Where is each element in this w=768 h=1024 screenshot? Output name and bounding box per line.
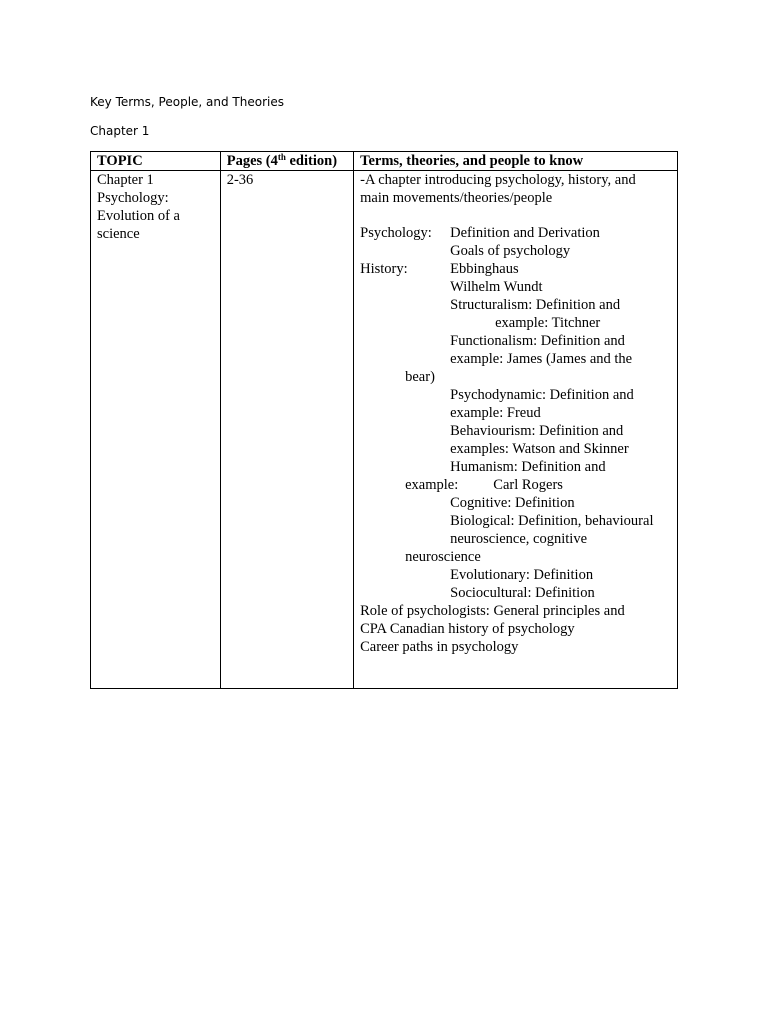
biological-line: Biological: Definition, behavioural	[450, 513, 654, 529]
cpa-line: CPA Canadian history of psychology	[360, 621, 575, 637]
topic-line: Evolution of a	[97, 208, 180, 224]
functionalism-line: Functionalism: Definition and	[450, 333, 625, 349]
topic-line: Chapter 1	[97, 172, 154, 188]
biological-line: neuroscience, cognitive	[450, 531, 588, 547]
sociocultural-line: Sociocultural: Definition	[450, 585, 595, 601]
psychology-goals: Goals of psychology	[450, 243, 571, 259]
psychology-label: Psychology:	[360, 225, 432, 241]
structuralism-line: Structuralism: Definition and	[450, 297, 621, 313]
table-header-row	[91, 152, 678, 171]
topic-cell	[91, 171, 221, 689]
pages-value: 2-36	[226, 172, 254, 188]
role-line: Role of psychologists: General principles and	[360, 603, 625, 619]
evolutionary-line: Evolutionary: Definition	[450, 567, 594, 583]
chapter-heading: Chapter 1	[90, 124, 150, 138]
spacer	[360, 207, 671, 224]
intro-line: -A chapter introducing psychology, history, and	[360, 172, 636, 188]
humanism-example: Carl Rogers	[493, 477, 563, 493]
history-line	[360, 260, 671, 278]
psychodynamic-line: Psychodynamic: Definition and	[450, 387, 634, 403]
humanism-example-label: example:	[405, 477, 459, 493]
humanism-line	[360, 476, 671, 494]
ebbinghaus: Ebbinghaus	[450, 261, 519, 277]
document-title: Key Terms, People, and Theories	[90, 95, 284, 109]
intro-line: main movements/theories/people	[360, 190, 553, 206]
cognitive-line: Cognitive: Definition	[450, 495, 575, 511]
psychodynamic-line: example: Freud	[450, 405, 541, 421]
humanism-line: Humanism: Definition and	[450, 459, 606, 475]
history-label: History:	[360, 261, 408, 277]
careers-line: Career paths in psychology	[360, 639, 519, 655]
behaviourism-line: examples: Watson and Skinner	[450, 441, 629, 457]
structuralism-line: example: Titchner	[495, 315, 601, 331]
behaviourism-line: Behaviourism: Definition and	[450, 423, 624, 439]
header-pages: Pages (4th edition)	[220, 152, 353, 171]
topic-line: science	[97, 226, 140, 242]
pages-cell	[220, 171, 353, 689]
functionalism-line: bear)	[405, 369, 435, 385]
header-terms: Terms, theories, and people to know	[354, 152, 678, 171]
wundt: Wilhelm Wundt	[450, 279, 543, 295]
psychology-line	[360, 224, 671, 242]
table-row	[91, 171, 678, 689]
header-topic: TOPIC	[91, 152, 221, 171]
topic-line: Psychology:	[97, 190, 169, 206]
key-terms-table	[90, 151, 678, 689]
biological-line: neuroscience	[405, 549, 481, 565]
terms-cell	[354, 171, 678, 689]
functionalism-line: example: James (James and the	[450, 351, 633, 367]
psychology-definition: Definition and Derivation	[450, 225, 600, 241]
